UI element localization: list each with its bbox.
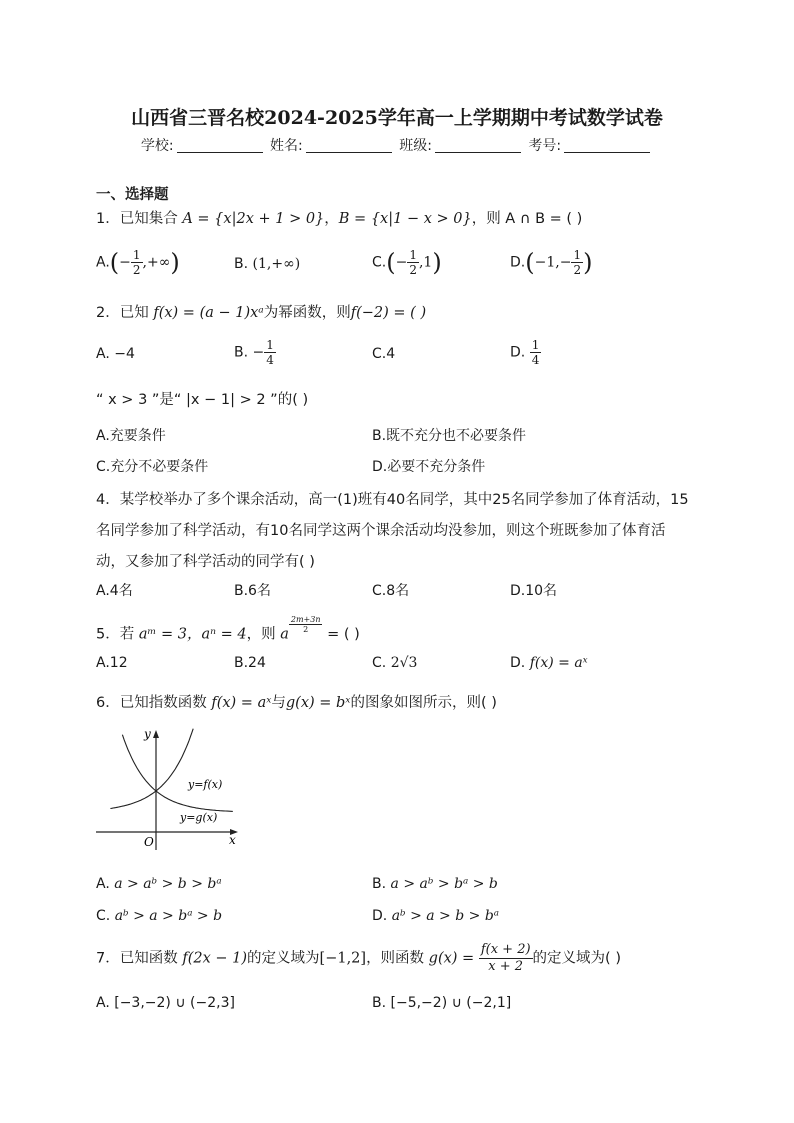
- option-text: a > aᵇ > b > bᵃ: [114, 876, 222, 892]
- q3-option-d[interactable]: D.必要不充分条件: [372, 459, 486, 475]
- origin-label: O: [144, 835, 154, 849]
- option-label: B. −: [234, 344, 265, 361]
- q7-text: 已知函数: [119, 950, 178, 967]
- student-info: [0, 135, 794, 155]
- y-axis-label: y: [144, 727, 151, 741]
- q7-option-a[interactable]: A. [−3,−2) ∪ (−2,3]: [96, 995, 235, 1011]
- q3-option-b[interactable]: B.既不充分也不必要条件: [372, 428, 527, 444]
- name-field[interactable]: [306, 138, 392, 153]
- option-label: D.: [510, 254, 526, 271]
- question-2: [96, 301, 426, 322]
- option-text: −1,−: [534, 254, 572, 271]
- option-label: B.: [372, 876, 387, 892]
- q1-text: 已知集合: [119, 211, 178, 227]
- q7-mid2: ，则函数: [366, 950, 425, 967]
- q7-domain: [−1,2]: [319, 950, 367, 967]
- section-heading: 一、选择题: [96, 187, 169, 203]
- q5-option-c[interactable]: [372, 655, 417, 671]
- question-5: [96, 615, 360, 644]
- option-label: A.: [96, 254, 110, 271]
- question-6: [96, 691, 497, 712]
- number-label: 考号:: [528, 138, 562, 154]
- g-curve-label: y=g(x): [180, 811, 218, 824]
- q5-base: a: [280, 626, 289, 643]
- q2-ask: f(−2) = ( ): [350, 305, 427, 321]
- option-text: (1,+∞): [252, 256, 301, 272]
- q2-text: 已知: [119, 305, 149, 321]
- q4-option-b[interactable]: B.6名: [234, 583, 271, 599]
- q2-number: 2．: [96, 305, 120, 321]
- option-text: ,1: [418, 254, 433, 271]
- q1-set-b: B = {x|1 − x > 0}: [338, 211, 472, 227]
- q6-mid: 与: [271, 695, 286, 711]
- option-label: B.: [234, 256, 249, 272]
- option-text: 2√3: [390, 655, 418, 671]
- q5-option-a[interactable]: A.12: [96, 655, 128, 671]
- fraction: $\frac{1}{4}$: [266, 338, 274, 367]
- exam-title: 山西省三晋名校2024-2025学年高一上学期期中考试数学试卷: [131, 107, 663, 129]
- name-label: 姓名:: [270, 138, 303, 154]
- option-label: C.: [372, 655, 387, 671]
- q1-number: 1．: [96, 211, 120, 227]
- option-label: D.: [510, 344, 526, 361]
- q7-number: 7．: [96, 950, 120, 967]
- option-label: C.: [96, 908, 111, 924]
- option-text: aᵇ > a > b > bᵃ: [391, 908, 500, 924]
- option-text: ,+∞: [142, 254, 171, 271]
- q6-ask: 的图象如图所示，则( ): [350, 695, 497, 711]
- school-label: 学校:: [140, 138, 174, 154]
- q1-option-c[interactable]: C.(− $\frac{1}{2}$ ,1): [372, 248, 442, 277]
- q3-option-a[interactable]: A.充要条件: [96, 428, 166, 444]
- q5-text: 若: [119, 626, 135, 643]
- fraction: $\frac{1}{2}$: [573, 248, 582, 277]
- q2-expr: f(x) = (a − 1)xᵃ: [153, 305, 264, 321]
- q6-g: g(x) = bˣ: [285, 695, 351, 711]
- q6-option-b[interactable]: [372, 876, 498, 892]
- q7-g: g(x) =: [428, 950, 475, 967]
- q2-option-d[interactable]: [510, 338, 541, 367]
- q6-text: 已知指数函数: [119, 695, 207, 711]
- q5-option-b[interactable]: B.24: [234, 655, 266, 671]
- x-axis-label: x: [229, 833, 236, 847]
- class-field[interactable]: [435, 138, 521, 153]
- q1-ask: ，则 A ∩ B = ( ): [471, 211, 583, 227]
- q1-option-b[interactable]: [234, 256, 300, 272]
- option-text: −: [395, 254, 408, 271]
- question-4-line-3: 动，又参加了科学活动的同学有( ): [96, 554, 315, 570]
- q5-number: 5．: [96, 626, 120, 643]
- q2-option-c[interactable]: [372, 346, 395, 362]
- q5-ask: = ( ): [327, 626, 360, 643]
- option-text: f(x) = aˣ: [529, 655, 588, 671]
- option-label: D.: [372, 908, 388, 924]
- q7-fraction: $\frac{f(x + 2)}{x + 2}$: [480, 942, 531, 974]
- fraction: $\frac{1}{2}$: [132, 248, 141, 277]
- q7-option-b[interactable]: B. [−5,−2) ∪ (−2,1]: [372, 995, 512, 1011]
- q4-option-c[interactable]: C.8名: [372, 583, 410, 599]
- q1-option-d[interactable]: D.(−1,− $\frac{1}{2}$ ): [510, 248, 593, 277]
- q5-option-d[interactable]: [510, 655, 588, 671]
- exponential-graph: [92, 726, 252, 852]
- f-curve-label: y=f(x): [188, 778, 223, 791]
- q1-sep: ，: [324, 211, 339, 227]
- q2-option-b[interactable]: [234, 338, 276, 367]
- option-label: D.: [510, 655, 526, 671]
- option-label: A.: [96, 876, 110, 892]
- curve-f: [110, 729, 193, 809]
- y-axis-arrow: [153, 730, 159, 738]
- q7-f: f(2x − 1): [182, 950, 248, 967]
- question-4-line-1: 4．某学校举办了多个课余活动，高一(1)班有40名同学，其中25名同学参加了体育活动，15: [96, 492, 689, 508]
- curve-g: [122, 735, 232, 812]
- q1-option-a[interactable]: A.(− $\frac{1}{2}$ ,+∞): [96, 248, 180, 277]
- q5-exponent: $\frac{2m+3n}{2}$: [290, 615, 321, 634]
- option-text: a > aᵇ > bᵃ > b: [390, 876, 498, 892]
- number-field[interactable]: [564, 138, 650, 153]
- fraction: $\frac{1}{4}$: [531, 338, 540, 367]
- q1-set-a: A = {x|2x + 1 > 0}: [182, 211, 325, 227]
- q2-mid: 为幂函数，则: [263, 305, 351, 321]
- option-label: C.: [372, 254, 387, 271]
- question-7: [96, 942, 621, 975]
- q6-option-c[interactable]: [96, 908, 222, 924]
- q4-option-d[interactable]: D.10名: [510, 583, 558, 599]
- option-text: −: [119, 254, 131, 271]
- option-text: C.4: [372, 346, 396, 362]
- q6-f: f(x) = aˣ: [211, 695, 272, 711]
- q6-number: 6．: [96, 695, 120, 711]
- q7-ask: 的定义域为( ): [532, 950, 621, 967]
- q3-option-c[interactable]: C.充分不必要条件: [96, 459, 209, 475]
- question-3: “ x > 3 ”是“ |x − 1| > 2 ”的( ): [96, 392, 309, 408]
- q7-mid: 的定义域为: [247, 950, 320, 967]
- q5-mid: ，则: [246, 626, 276, 643]
- q6-option-d[interactable]: [372, 908, 499, 924]
- q6-option-a[interactable]: [96, 876, 222, 892]
- option-text: aᵇ > a > bᵃ > b: [114, 908, 223, 924]
- option-text: A. −4: [96, 346, 135, 362]
- fraction: $\frac{1}{2}$: [409, 248, 417, 277]
- school-field[interactable]: [177, 138, 263, 153]
- question-4-line-2: 名同学参加了科学活动，有10名同学这两个课余活动均没参加，则这个班既参加了体育活: [96, 523, 666, 539]
- question-1: [96, 207, 582, 228]
- q5-condition: aᵐ = 3，aⁿ = 4: [138, 626, 247, 643]
- q4-option-a[interactable]: A.4名: [96, 583, 133, 599]
- q2-option-a[interactable]: [96, 346, 135, 362]
- class-label: 班级:: [399, 138, 432, 154]
